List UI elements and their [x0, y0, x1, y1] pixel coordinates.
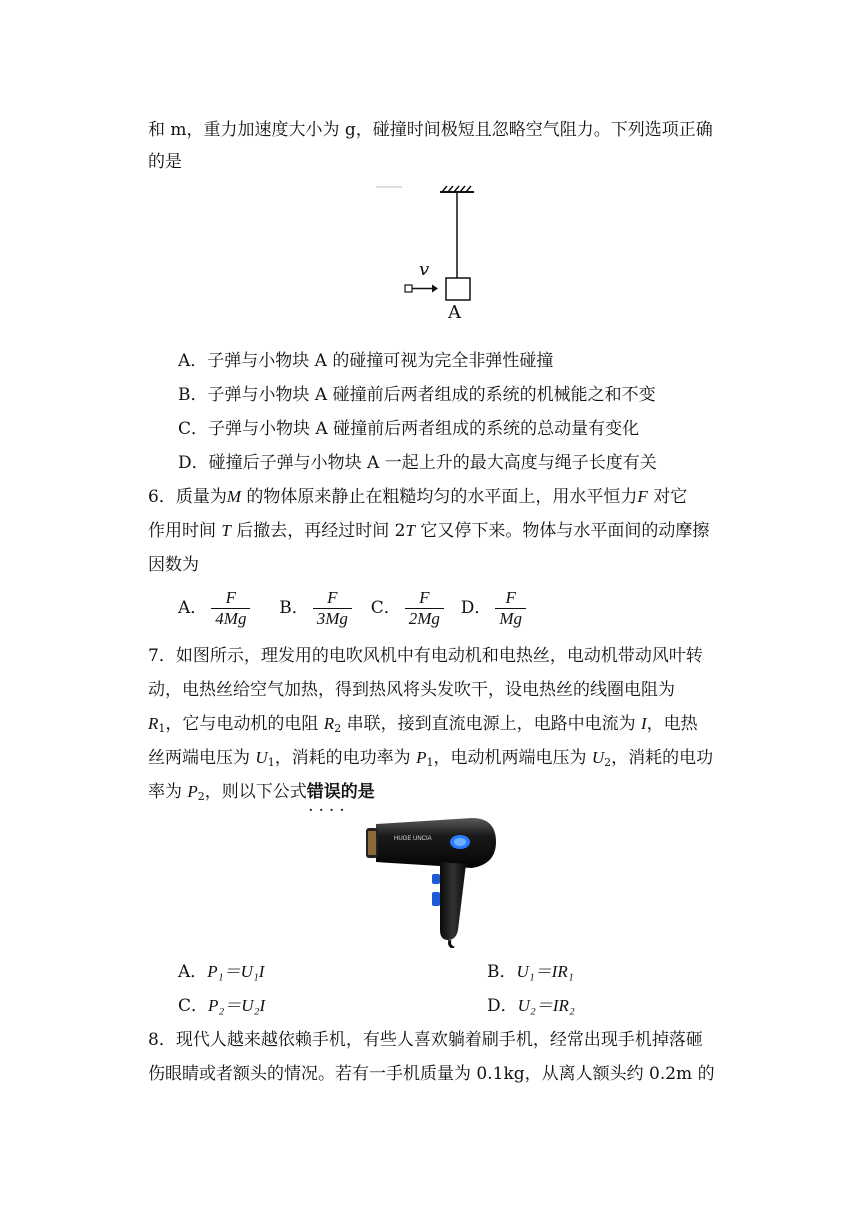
block-label: A [448, 302, 461, 323]
hair-dryer-image [362, 812, 502, 948]
q7-stem-line2: 动，电热丝给空气加热，得到热风将头发吹干，设电热丝的线圈电阻为 [148, 680, 675, 700]
q7-option-d: D．U₂＝IR₂ [487, 996, 575, 1016]
q7-option-c: C．P₂＝U₂I [178, 996, 266, 1016]
q8-stem-line1: 8．现代人越来越依赖手机，有些人喜欢躺着刷手机，经常出现手机掉落砸 [148, 1030, 703, 1050]
q5-option-d: D．碰撞后子弹与小物块 A 一起上升的最大高度与绳子长度有关 [178, 453, 657, 473]
brand-label: HUGE UNCIA [394, 836, 432, 842]
q5-stem-line1: 和 m，重力加速度大小为 g，碰撞时间极短且忽略空气阻力。下列选项正确 [148, 120, 713, 140]
q6-stem-line2: 作用时间 T 后撤去，再经过时间 2T 它又停下来。物体与水平面间的动摩擦 [148, 521, 710, 541]
q5-option-c: C．子弹与小物块 A 碰撞前后两者组成的系统的总动量有变化 [178, 419, 640, 439]
q7-stem-line4: 丝两端电压为 $U_1$，消耗的电功率为 $P_1$，电动机两端电压为 $U_2$，消耗的电功 [148, 748, 714, 769]
q5-option-a: A．子弹与小物块 A 的碰撞可视为完全非弹性碰撞 [178, 351, 554, 371]
q7-option-a: A．P₁＝U₁I [178, 962, 265, 982]
q5-option-b: B．子弹与小物块 A 碰撞前后两者组成的系统的机械能之和不变 [178, 385, 656, 405]
q7-stem-line3: $R_1$，它与电动机的电阻 $R_2$ 串联，接到直流电源上，电路中电流为 I，电热 [148, 714, 698, 735]
q6-option-b: B． $\frac{F}{3Mg}$ [279, 598, 356, 618]
q6-option-c: C． $\frac{F}{2Mg}$ [371, 598, 448, 618]
q7-option-b: B．U₁＝IR₁ [487, 962, 574, 982]
q7-stem-line5: 率为 $P_2$，则以下公式错误的是 · · · · [148, 780, 375, 809]
q6-option-d: D． $\frac{F}{Mg}$ [461, 598, 530, 618]
q6-stem-line1: 6．质量为M 的物体原来静止在粗糙均匀的水平面上，用水平恒力F 对它 [148, 487, 688, 507]
q5-stem-line2: 的是 [148, 152, 182, 172]
q6-option-a: A． $\frac{F}{4Mg}$ [178, 598, 254, 618]
emphasis-wrong: 错误的是 · · · · [307, 782, 375, 802]
q8-stem-line2: 伤眼睛或者额头的情况。若有一手机质量为 0.1kg，从离人额头约 0.2m 的 [148, 1064, 715, 1084]
q6-stem-line3: 因数为 [148, 555, 199, 575]
pendulum-figure [370, 180, 490, 325]
q6-options [178, 588, 530, 629]
velocity-label: v [419, 259, 430, 280]
q7-stem-line1: 7．如图所示，理发用的电吹风机中有电动机和电热丝，电动机带动风叶转 [148, 646, 703, 666]
